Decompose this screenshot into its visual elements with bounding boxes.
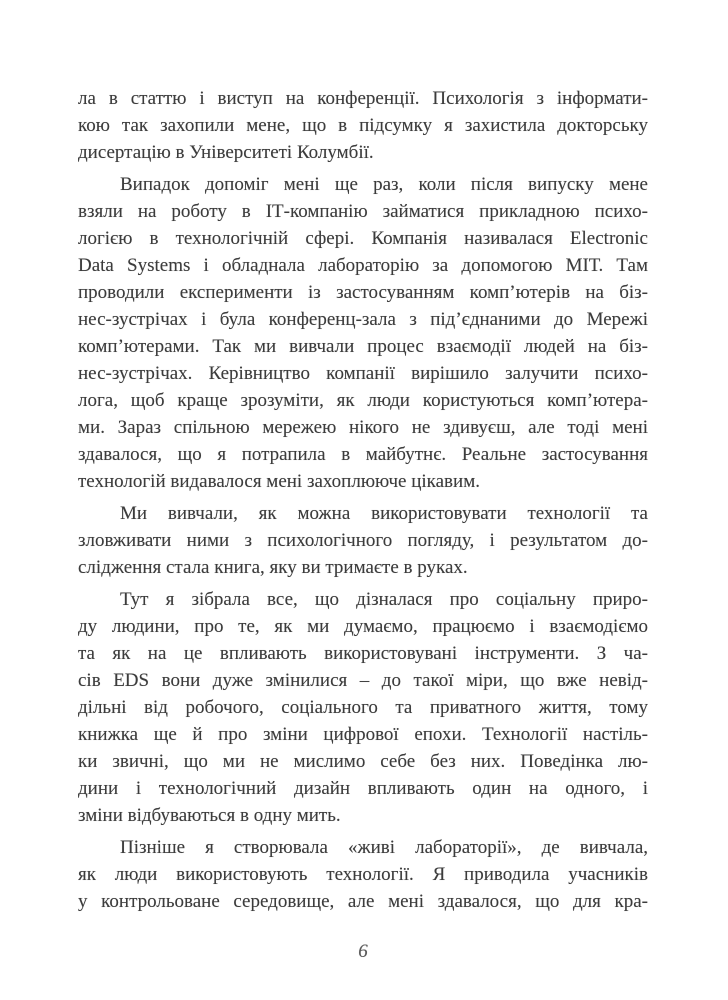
text-line: у контрольоване середовище, але мені здавалося, що для кра- bbox=[78, 891, 648, 912]
text-line: дини і технологічний дизайн впливають один на одного, і bbox=[78, 778, 648, 799]
text-line: слідження стала книга, яку ви тримаєте в руках. bbox=[78, 557, 468, 578]
paragraph bbox=[78, 834, 648, 915]
text-line: ми. Зараз спільною мережею нікого не здивуєш, але тоді мені bbox=[78, 417, 648, 438]
text-line: Ми вивчали, як можна використовувати технології та bbox=[120, 503, 648, 524]
paragraph bbox=[78, 171, 648, 495]
text-block bbox=[78, 85, 648, 915]
text-line: нес-зустрічах. Керівництво компанії вирішило залучити психо- bbox=[78, 363, 648, 384]
text-line: Тут я зібрала все, що дізналася про соціальну приро- bbox=[120, 589, 648, 610]
paragraph bbox=[78, 500, 648, 581]
text-line: ки звичні, що ми не мислимо себе без них. Поведінка лю- bbox=[78, 751, 648, 772]
paragraph bbox=[78, 586, 648, 829]
text-line: технологій видавалося мені захоплююче цікавим. bbox=[78, 471, 480, 492]
text-line: зміни відбуваються в одну мить. bbox=[78, 805, 341, 826]
text-line: Data Systems і обладнала лабораторію за допомогою МІТ. Там bbox=[78, 255, 648, 276]
text-line: ду людини, про те, як ми думаємо, працюємо і взаємодіємо bbox=[78, 616, 648, 637]
text-line: лога, щоб краще зрозуміти, як люди користуються комп’ютера- bbox=[78, 390, 648, 411]
text-line: логією в технологічній сфері. Компанія називалася Electronic bbox=[78, 228, 648, 249]
text-line: здавалося, що я потрапила в майбутнє. Реальне застосування bbox=[78, 444, 648, 465]
paragraph bbox=[78, 85, 648, 166]
text-line: книжка ще й про зміни цифрової епохи. Технології настіль- bbox=[78, 724, 648, 745]
text-line: взяли на роботу в ІТ-компанію займатися прикладною психо- bbox=[78, 201, 648, 222]
text-line: як люди використовують технології. Я приводила учасників bbox=[78, 864, 648, 885]
text-line: комп’ютерами. Так ми вивчали процес взаємодії людей на біз- bbox=[78, 336, 648, 357]
text-line: кою так захопили мене, що в підсумку я захистила докторську bbox=[78, 115, 648, 136]
text-line: ла в статтю і виступ на конференції. Психологія з інформати- bbox=[78, 88, 648, 109]
text-line: проводили експерименти із застосуванням комп’ютерів на біз- bbox=[78, 282, 648, 303]
text-line: зловживати ними з психологічного погляду, і результатом до- bbox=[78, 530, 648, 551]
text-line: та як на це впливають використовувані інструменти. З ча- bbox=[78, 643, 648, 664]
text-line: дисертацію в Університеті Колумбії. bbox=[78, 142, 374, 163]
page-number: 6 bbox=[358, 941, 368, 962]
text-line: Пізніше я створювала «живі лабораторії», де вивчала, bbox=[120, 837, 648, 858]
text-line: дільні від робочого, соціального та приватного життя, тому bbox=[78, 697, 648, 718]
text-line: сів EDS вони дуже змінилися – до такої міри, що вже невід- bbox=[78, 670, 648, 691]
text-line: Випадок допоміг мені ще раз, коли після випуску мене bbox=[120, 174, 648, 195]
text-line: нес-зустрічах і була конференц-зала з під’єднаними до Мережі bbox=[78, 309, 648, 330]
